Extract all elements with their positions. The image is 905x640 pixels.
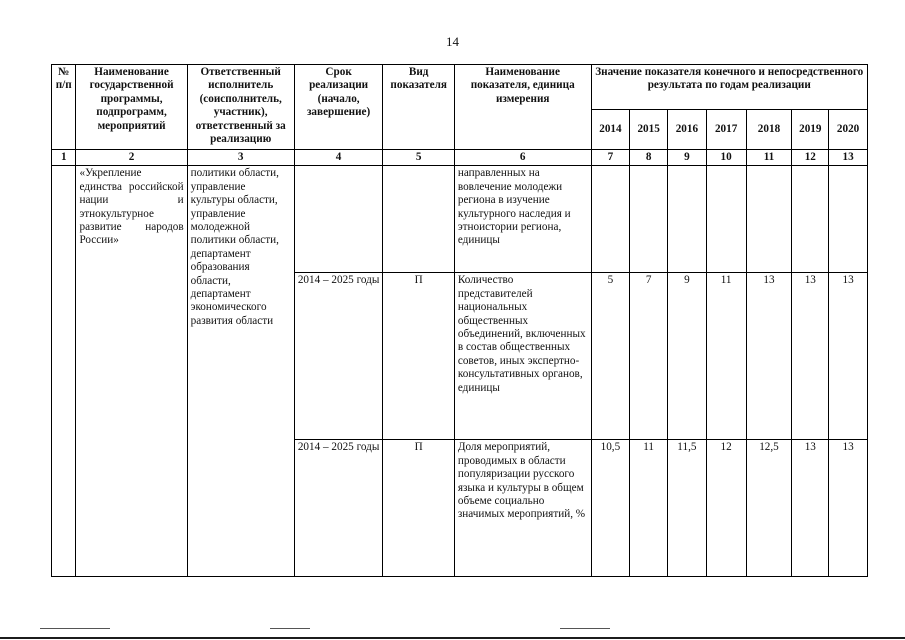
indicator-cell: направленных на вовлечение молодежи региона в изучение культурного наследия и этноистории региона, единицы — [454, 166, 591, 273]
value-cell: 12,5 — [746, 440, 792, 577]
header-col-executor: Ответственный исполнитель (соисполнитель, участник), ответственный за реализацию — [187, 65, 294, 150]
column-number: 5 — [383, 150, 454, 166]
value-cell: 11 — [706, 273, 746, 440]
type-cell — [383, 166, 454, 273]
scan-artifact — [270, 628, 310, 629]
value-cell: 13 — [792, 440, 829, 577]
term-cell: 2014 – 2025 годы — [294, 273, 383, 440]
column-number: 3 — [187, 150, 294, 166]
type-cell: П — [383, 273, 454, 440]
scan-artifact — [40, 628, 110, 629]
column-number: 7 — [591, 150, 630, 166]
header-col-type: Вид показателя — [383, 65, 454, 150]
value-cell — [706, 166, 746, 273]
column-number: 11 — [746, 150, 792, 166]
column-number: 12 — [792, 150, 829, 166]
value-cell: 11,5 — [668, 440, 707, 577]
value-cell: 9 — [668, 273, 707, 440]
column-number: 1 — [52, 150, 76, 166]
column-number: 9 — [668, 150, 707, 166]
header-year: 2017 — [706, 110, 746, 150]
header-values-group: Значение показателя конечного и непосредственного результата по годам реализации — [591, 65, 867, 110]
header-year: 2020 — [829, 110, 868, 150]
indicator-cell: Доля мероприятий, проводимых в области популяризации русского языка и культуры в общем объеме социально значимых мероприятий, % — [454, 440, 591, 577]
program-name-cell: «Укрепление единства российской нации и этнокультурное развитие народов России» — [76, 166, 187, 577]
value-cell — [630, 166, 668, 273]
column-number: 10 — [706, 150, 746, 166]
value-cell — [829, 166, 868, 273]
table-row — [52, 166, 868, 273]
header-year: 2018 — [746, 110, 792, 150]
header-col-program: Наименование государственной программы, подпрограмм, мероприятий — [76, 65, 187, 150]
type-cell: П — [383, 440, 454, 577]
header-col-term: Срок реализации (начало, завершение) — [294, 65, 383, 150]
value-cell — [591, 166, 630, 273]
scan-artifact — [560, 628, 610, 629]
column-number: 13 — [829, 150, 868, 166]
header-col-indicator: Наименование показателя, единица измерения — [454, 65, 591, 150]
header-year: 2014 — [591, 110, 630, 150]
column-numbers-row — [52, 150, 868, 166]
column-number: 8 — [630, 150, 668, 166]
page-number: 14 — [446, 34, 459, 49]
value-cell: 10,5 — [591, 440, 630, 577]
header-col-number: № п/п — [52, 65, 76, 150]
value-cell: 11 — [630, 440, 668, 577]
header-row-1 — [52, 65, 868, 110]
term-cell — [294, 166, 383, 273]
value-cell: 12 — [706, 440, 746, 577]
header-year: 2019 — [792, 110, 829, 150]
value-cell: 13 — [829, 440, 868, 577]
column-number: 2 — [76, 150, 187, 166]
value-cell: 13 — [746, 273, 792, 440]
row-number-cell — [52, 166, 76, 577]
value-cell — [746, 166, 792, 273]
value-cell: 7 — [630, 273, 668, 440]
value-cell: 13 — [792, 273, 829, 440]
column-number: 6 — [454, 150, 591, 166]
value-cell: 13 — [829, 273, 868, 440]
value-cell — [792, 166, 829, 273]
value-cell — [668, 166, 707, 273]
column-number: 4 — [294, 150, 383, 166]
term-cell: 2014 – 2025 годы — [294, 440, 383, 577]
header-year: 2015 — [630, 110, 668, 150]
scan-edge-line — [0, 637, 905, 639]
indicator-cell: Количество представителей национальных общественных объединений, включенных в состав общественных советов, иных экспертно-консультативных органов, единицы — [454, 273, 591, 440]
indicators-table — [51, 64, 868, 577]
executor-cell: политики области, управление культуры области, управление молодежной политики области, департамент образования области, департамент экономического развития области — [187, 166, 294, 577]
value-cell: 5 — [591, 273, 630, 440]
header-year: 2016 — [668, 110, 707, 150]
